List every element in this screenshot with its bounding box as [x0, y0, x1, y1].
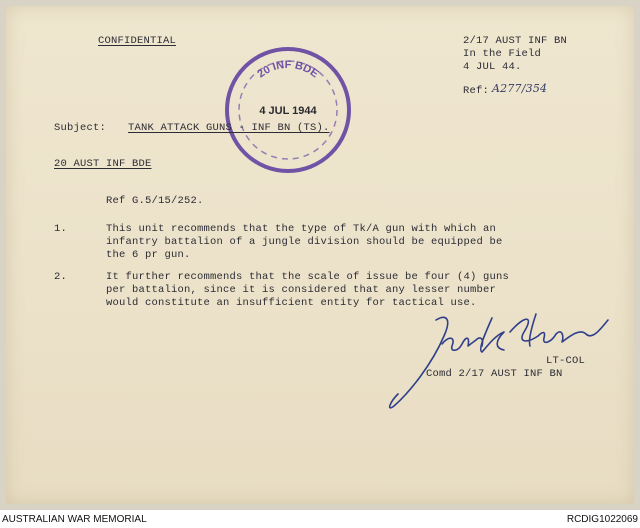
paragraph-1-line-2: infantry battalion of a jungle division should be equipped be [106, 236, 503, 248]
signatory-rank: LT-COL [546, 355, 586, 367]
signature-icon [386, 306, 626, 426]
paragraph-2-line-1: It further recommends that the scale of issue be four (4) guns [106, 271, 510, 283]
document-page [6, 6, 634, 504]
ref-label: Ref: [463, 85, 490, 97]
addressee: 20 AUST INF BDE [54, 158, 152, 170]
from-unit: 2/17 AUST INF BN [463, 35, 568, 47]
archive-footer [0, 510, 640, 528]
paragraph-1-number: 1. [54, 223, 68, 235]
reference-line: Ref G.5/15/252. [106, 195, 204, 207]
stamp-seal-icon [222, 44, 354, 176]
signatory-title: Comd 2/17 AUST INF BN [426, 368, 563, 380]
paragraph-2-line-2: per battalion, since it is considered that any lesser number [106, 284, 497, 296]
document-date: 4 JUL 44. [463, 61, 522, 73]
paragraph-1-line-3: the 6 pr gun. [106, 249, 191, 261]
paragraph-1-line-1: This unit recommends that the type of Tk/A gun with which an [106, 223, 497, 235]
location-line: In the Field [463, 48, 542, 60]
paragraph-2-number: 2. [54, 271, 68, 283]
stamp-top-text: 20 INF BDE [255, 58, 321, 81]
archive-id: RCDIG1022069 [566, 514, 638, 525]
stamp-date: 4 JUL 1944 [259, 105, 317, 117]
subject-line: TANK ATTACK GUNS - INF BN (TS). [128, 122, 330, 134]
received-stamp [222, 44, 354, 176]
handwritten-signature [386, 306, 626, 426]
subject-label: Subject: [54, 122, 107, 134]
paragraph-2-line-3: would constitute an insufficient entity for tactical use. [106, 297, 477, 309]
ref-handwritten-number: A277/354 [492, 82, 548, 95]
archive-name: AUSTRALIAN WAR MEMORIAL [2, 514, 147, 525]
classification-heading: CONFIDENTIAL [98, 35, 177, 47]
svg-text:20 INF BDE [255, 59, 320, 80]
